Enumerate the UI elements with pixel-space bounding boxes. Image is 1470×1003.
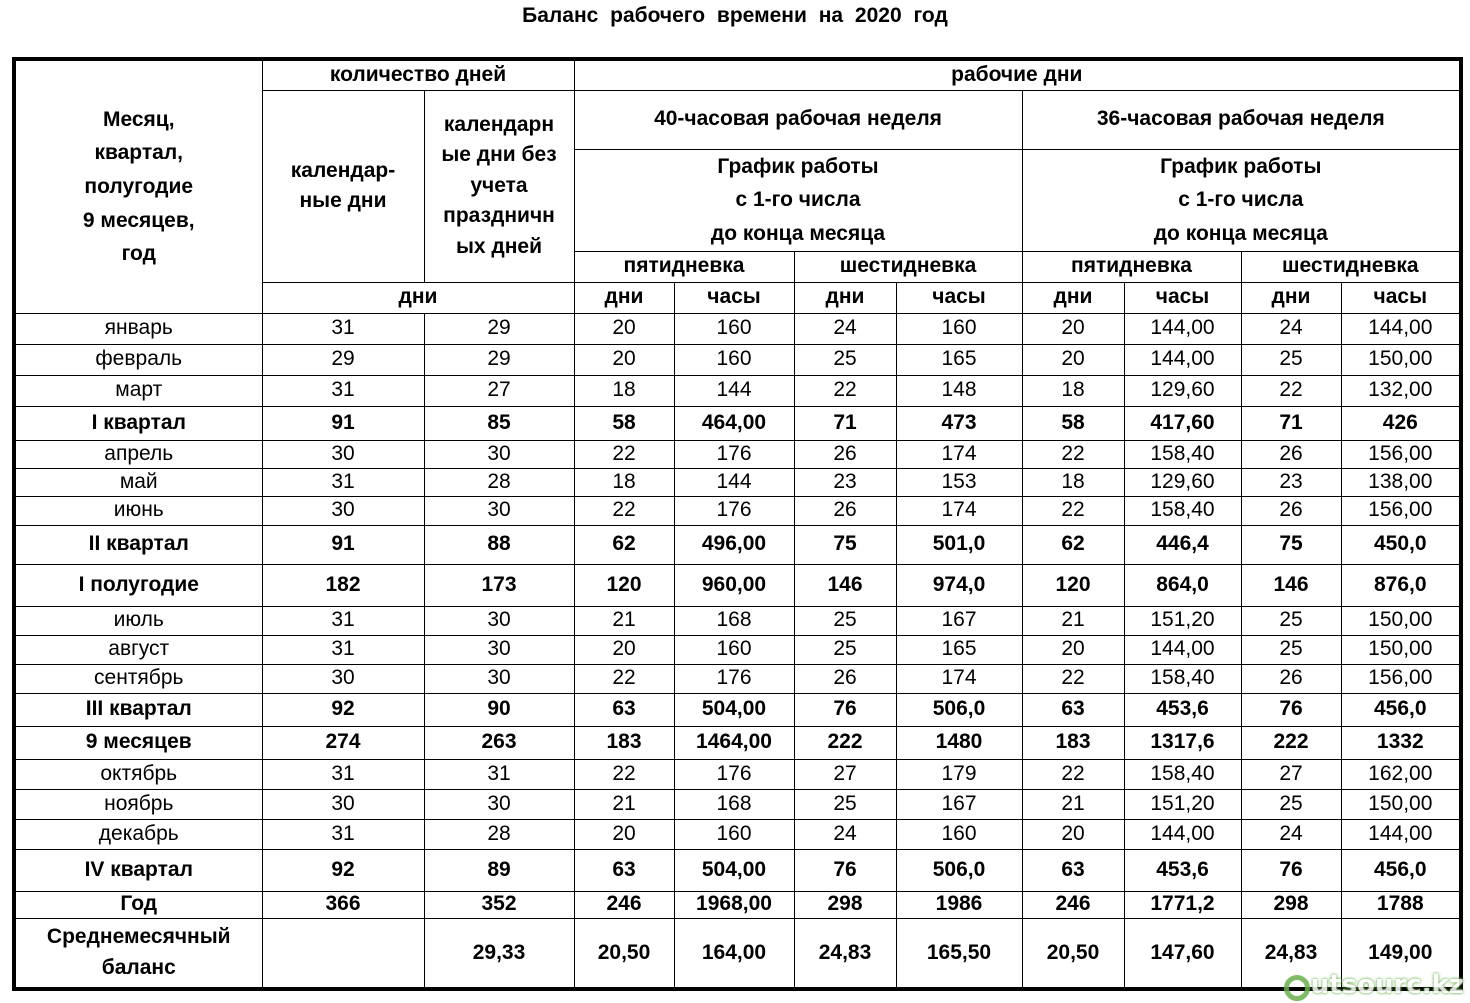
table-cell: 149,00 (1341, 918, 1461, 989)
table-cell: 504,00 (674, 693, 794, 726)
table-cell: 158,40 (1124, 496, 1241, 525)
row-label: ноябрь (14, 789, 262, 819)
table-cell: 30 (424, 440, 574, 468)
table-cell: 29 (424, 313, 574, 344)
row-label: I квартал (14, 406, 262, 440)
table-cell: 129,60 (1124, 375, 1241, 406)
table-cell: 120 (574, 564, 674, 606)
table-cell: 165 (896, 635, 1022, 664)
table-cell: 1480 (896, 726, 1022, 759)
table-cell: 26 (1241, 440, 1341, 468)
table-cell: 24,83 (794, 918, 896, 989)
days-header: дни (1241, 282, 1341, 313)
row-label: октябрь (14, 759, 262, 789)
days-header: дни (794, 282, 896, 313)
table-cell: 151,20 (1124, 789, 1241, 819)
hours-header: часы (896, 282, 1022, 313)
table-cell: 156,00 (1341, 496, 1461, 525)
week-40-header: 40-часовая рабочая неделя (574, 90, 1022, 149)
table-cell: 22 (574, 759, 674, 789)
table-cell: 23 (1241, 468, 1341, 496)
table-cell: 26 (794, 664, 896, 693)
calendar-days-no-holidays-header: календарн ые дни без учета праздничн ых дней (424, 90, 574, 282)
table-cell: 120 (1022, 564, 1124, 606)
table-cell: 18 (574, 375, 674, 406)
table-cell: 150,00 (1341, 635, 1461, 664)
table-row (14, 759, 1461, 789)
table-cell: 453,6 (1124, 849, 1241, 891)
table-cell: 446,4 (1124, 525, 1241, 564)
table-cell: 168 (674, 789, 794, 819)
table-cell: 176 (674, 664, 794, 693)
table-cell: 464,00 (674, 406, 794, 440)
days-unit-header: дни (262, 282, 574, 313)
table-cell: 132,00 (1341, 375, 1461, 406)
table-cell: 864,0 (1124, 564, 1241, 606)
six-day-36-header: шестидневка (1241, 251, 1461, 282)
hours-header: часы (674, 282, 794, 313)
table-cell: 26 (1241, 664, 1341, 693)
table-cell: 160 (896, 819, 1022, 849)
table-cell: 20 (1022, 635, 1124, 664)
table-cell: 168 (674, 606, 794, 635)
table-cell: 20 (1022, 819, 1124, 849)
table-cell: 1317,6 (1124, 726, 1241, 759)
table-cell: 156,00 (1341, 664, 1461, 693)
days-count-header: количество дней (262, 59, 574, 90)
six-day-40-header: шестидневка (794, 251, 1022, 282)
table-cell: 31 (262, 819, 424, 849)
table-cell: 20 (1022, 344, 1124, 375)
table-cell: 76 (794, 849, 896, 891)
table-cell: 876,0 (1341, 564, 1461, 606)
table-cell: 453,6 (1124, 693, 1241, 726)
table-cell: 1788 (1341, 891, 1461, 918)
table-cell: 144,00 (1341, 313, 1461, 344)
table-cell: 246 (1022, 891, 1124, 918)
table-row (14, 664, 1461, 693)
table-cell: 75 (794, 525, 896, 564)
table-cell: 298 (1241, 891, 1341, 918)
table-cell: 165 (896, 344, 1022, 375)
table-cell: 21 (1022, 789, 1124, 819)
table-cell: 23 (794, 468, 896, 496)
table-cell: 167 (896, 789, 1022, 819)
five-day-36-header: пятидневка (1022, 251, 1241, 282)
table-cell: 71 (794, 406, 896, 440)
table-cell: 160 (896, 313, 1022, 344)
table-cell: 156,00 (1341, 440, 1461, 468)
table-cell: 144,00 (1124, 313, 1241, 344)
table-cell: 450,0 (1341, 525, 1461, 564)
row-label: декабрь (14, 819, 262, 849)
table-row (14, 726, 1461, 759)
schedule-36-header: График работы с 1-го числа до конца месяца (1022, 149, 1461, 251)
table-cell: 1968,00 (674, 891, 794, 918)
table-cell: 22 (1022, 759, 1124, 789)
table-cell: 24,83 (1241, 918, 1341, 989)
table-cell: 58 (574, 406, 674, 440)
table-cell: 31 (262, 759, 424, 789)
table-cell: 1771,2 (1124, 891, 1241, 918)
table-cell: 1464,00 (674, 726, 794, 759)
table-cell: 31 (262, 635, 424, 664)
table-cell: 144,00 (1124, 344, 1241, 375)
row-label: I полугодие (14, 564, 262, 606)
table-cell: 18 (1022, 375, 1124, 406)
table-cell: 25 (1241, 344, 1341, 375)
table-cell: 26 (1241, 496, 1341, 525)
table-cell: 25 (1241, 606, 1341, 635)
table-cell: 506,0 (896, 849, 1022, 891)
table-cell: 22 (1241, 375, 1341, 406)
table-cell: 25 (794, 344, 896, 375)
table-cell: 25 (794, 789, 896, 819)
table-cell: 91 (262, 406, 424, 440)
week-36-header: 36-часовая рабочая неделя (1022, 90, 1461, 149)
table-cell: 63 (1022, 849, 1124, 891)
table-cell: 85 (424, 406, 574, 440)
table-cell: 222 (1241, 726, 1341, 759)
table-cell: 144,00 (1124, 819, 1241, 849)
table-cell: 31 (262, 313, 424, 344)
table-cell: 24 (1241, 313, 1341, 344)
table-row (14, 344, 1461, 375)
table-cell: 162,00 (1341, 759, 1461, 789)
table-cell: 144 (674, 468, 794, 496)
table-row (14, 375, 1461, 406)
table-cell: 24 (794, 313, 896, 344)
table-cell: 974,0 (896, 564, 1022, 606)
table-cell: 28 (424, 819, 574, 849)
logo-circle-icon (1284, 975, 1310, 1001)
table-cell: 22 (1022, 440, 1124, 468)
table-cell: 148 (896, 375, 1022, 406)
table-cell: 76 (1241, 849, 1341, 891)
table-cell: 176 (674, 759, 794, 789)
table-cell: 150,00 (1341, 606, 1461, 635)
table-cell: 144 (674, 375, 794, 406)
table-cell: 20 (574, 344, 674, 375)
table-cell: 90 (424, 693, 574, 726)
table-cell: 20,50 (574, 918, 674, 989)
table-cell: 473 (896, 406, 1022, 440)
table-row (14, 849, 1461, 891)
table-row (14, 496, 1461, 525)
table-cell: 89 (424, 849, 574, 891)
table-cell: 25 (794, 635, 896, 664)
table-cell: 138,00 (1341, 468, 1461, 496)
table-cell: 76 (1241, 693, 1341, 726)
table-cell: 150,00 (1341, 344, 1461, 375)
row-label: II квартал (14, 525, 262, 564)
table-cell: 153 (896, 468, 1022, 496)
table-row (14, 891, 1461, 918)
table-cell: 20,50 (1022, 918, 1124, 989)
table-cell: 179 (896, 759, 1022, 789)
row-label: июнь (14, 496, 262, 525)
table-cell: 62 (1022, 525, 1124, 564)
table-row (14, 635, 1461, 664)
table-cell: 22 (794, 375, 896, 406)
table-cell: 144,00 (1124, 635, 1241, 664)
table-cell: 183 (1022, 726, 1124, 759)
table-cell: 30 (262, 496, 424, 525)
month-column-header: Месяц, квартал, полугодие 9 месяцев, год (14, 59, 262, 313)
table-cell: 31 (424, 759, 574, 789)
table-cell: 129,60 (1124, 468, 1241, 496)
table-cell: 298 (794, 891, 896, 918)
table-cell: 31 (262, 468, 424, 496)
days-header: дни (574, 282, 674, 313)
table-cell: 22 (574, 440, 674, 468)
table-cell: 147,60 (1124, 918, 1241, 989)
table-cell: 25 (794, 606, 896, 635)
table-cell: 30 (424, 664, 574, 693)
table-cell: 71 (1241, 406, 1341, 440)
table-cell: 75 (1241, 525, 1341, 564)
table-row (14, 525, 1461, 564)
row-label: июль (14, 606, 262, 635)
five-day-40-header: пятидневка (574, 251, 794, 282)
table-cell: 165,50 (896, 918, 1022, 989)
table-cell: 58 (1022, 406, 1124, 440)
table-cell: 1332 (1341, 726, 1461, 759)
table-cell: 92 (262, 849, 424, 891)
table-cell: 22 (574, 496, 674, 525)
table-cell: 174 (896, 440, 1022, 468)
table-cell: 25 (1241, 789, 1341, 819)
table-cell: 29,33 (424, 918, 574, 989)
table-cell: 174 (896, 664, 1022, 693)
table-cell: 426 (1341, 406, 1461, 440)
table-cell: 29 (262, 344, 424, 375)
row-label: январь (14, 313, 262, 344)
calendar-days-header: календар- ные дни (262, 90, 424, 282)
table-row (14, 819, 1461, 849)
table-cell: 21 (1022, 606, 1124, 635)
table-cell: 31 (262, 375, 424, 406)
row-label: май (14, 468, 262, 496)
schedule-40-header: График работы с 1-го числа до конца месяца (574, 149, 1022, 251)
table-cell: 31 (262, 606, 424, 635)
table-row (14, 789, 1461, 819)
table-cell: 30 (262, 440, 424, 468)
row-label: февраль (14, 344, 262, 375)
row-label: апрель (14, 440, 262, 468)
table-cell: 18 (1022, 468, 1124, 496)
row-label: IV квартал (14, 849, 262, 891)
table-cell: 27 (424, 375, 574, 406)
row-label: Год (14, 891, 262, 918)
table-cell: 63 (574, 693, 674, 726)
table-cell: 456,0 (1341, 693, 1461, 726)
table-cell: 91 (262, 525, 424, 564)
table-row (14, 406, 1461, 440)
table-cell: 183 (574, 726, 674, 759)
table-cell: 496,00 (674, 525, 794, 564)
table-cell: 960,00 (674, 564, 794, 606)
row-label: сентябрь (14, 664, 262, 693)
days-header: дни (1022, 282, 1124, 313)
table-cell: 30 (262, 664, 424, 693)
table-cell: 144,00 (1341, 819, 1461, 849)
work-time-balance-table (12, 57, 1463, 991)
row-label: 9 месяцев (14, 726, 262, 759)
table-cell: 158,40 (1124, 440, 1241, 468)
table-cell: 63 (1022, 693, 1124, 726)
table-cell: 146 (1241, 564, 1341, 606)
table-cell: 352 (424, 891, 574, 918)
table-cell: 160 (674, 313, 794, 344)
table-cell: 30 (424, 789, 574, 819)
table-cell: 26 (794, 440, 896, 468)
hours-header: часы (1124, 282, 1241, 313)
table-cell: 160 (674, 819, 794, 849)
table-cell: 151,20 (1124, 606, 1241, 635)
table-row (14, 564, 1461, 606)
table-cell: 1986 (896, 891, 1022, 918)
table-cell: 21 (574, 606, 674, 635)
row-label: март (14, 375, 262, 406)
row-label: Среднемесячный баланс (14, 918, 262, 989)
row-label: август (14, 635, 262, 664)
table-cell: 27 (1241, 759, 1341, 789)
table-cell: 174 (896, 496, 1022, 525)
table-cell: 158,40 (1124, 664, 1241, 693)
table-cell: 164,00 (674, 918, 794, 989)
table-cell (262, 918, 424, 989)
table-cell: 63 (574, 849, 674, 891)
table-cell: 30 (424, 496, 574, 525)
table-cell: 173 (424, 564, 574, 606)
table-cell: 30 (424, 635, 574, 664)
table-cell: 28 (424, 468, 574, 496)
table-cell: 146 (794, 564, 896, 606)
table-cell: 18 (574, 468, 674, 496)
table-cell: 263 (424, 726, 574, 759)
table-cell: 158,40 (1124, 759, 1241, 789)
table-cell: 20 (574, 313, 674, 344)
table-cell: 182 (262, 564, 424, 606)
table-cell: 456,0 (1341, 849, 1461, 891)
table-cell: 30 (262, 789, 424, 819)
table-cell: 76 (794, 693, 896, 726)
table-row (14, 468, 1461, 496)
working-days-header: рабочие дни (574, 59, 1461, 90)
table-cell: 92 (262, 693, 424, 726)
hours-header: часы (1341, 282, 1461, 313)
table-row (14, 606, 1461, 635)
table-cell: 22 (574, 664, 674, 693)
table-cell: 222 (794, 726, 896, 759)
table-cell: 417,60 (1124, 406, 1241, 440)
page-title: Баланс рабочего времени на 2020 год (522, 4, 948, 27)
table-cell: 20 (1022, 313, 1124, 344)
table-cell: 88 (424, 525, 574, 564)
table-row (14, 693, 1461, 726)
table-cell: 506,0 (896, 693, 1022, 726)
table-cell: 501,0 (896, 525, 1022, 564)
table-cell: 150,00 (1341, 789, 1461, 819)
table-cell: 62 (574, 525, 674, 564)
row-label: III квартал (14, 693, 262, 726)
table-cell: 27 (794, 759, 896, 789)
table-cell: 160 (674, 635, 794, 664)
table-cell: 176 (674, 440, 794, 468)
table-cell: 176 (674, 496, 794, 525)
table-cell: 366 (262, 891, 424, 918)
table-cell: 20 (574, 635, 674, 664)
table-row (14, 313, 1461, 344)
table-row (14, 440, 1461, 468)
table-cell: 21 (574, 789, 674, 819)
table-cell: 25 (1241, 635, 1341, 664)
watermark-logo: utsourc.kz (1284, 970, 1464, 1001)
table-cell: 22 (1022, 496, 1124, 525)
table-cell: 24 (1241, 819, 1341, 849)
table-cell: 29 (424, 344, 574, 375)
table-cell: 20 (574, 819, 674, 849)
table-cell: 167 (896, 606, 1022, 635)
table-cell: 160 (674, 344, 794, 375)
table-cell: 24 (794, 819, 896, 849)
table-cell: 30 (424, 606, 574, 635)
table-cell: 22 (1022, 664, 1124, 693)
table-cell: 504,00 (674, 849, 794, 891)
table-cell: 26 (794, 496, 896, 525)
table-row (14, 918, 1461, 989)
table-cell: 274 (262, 726, 424, 759)
table-cell: 246 (574, 891, 674, 918)
